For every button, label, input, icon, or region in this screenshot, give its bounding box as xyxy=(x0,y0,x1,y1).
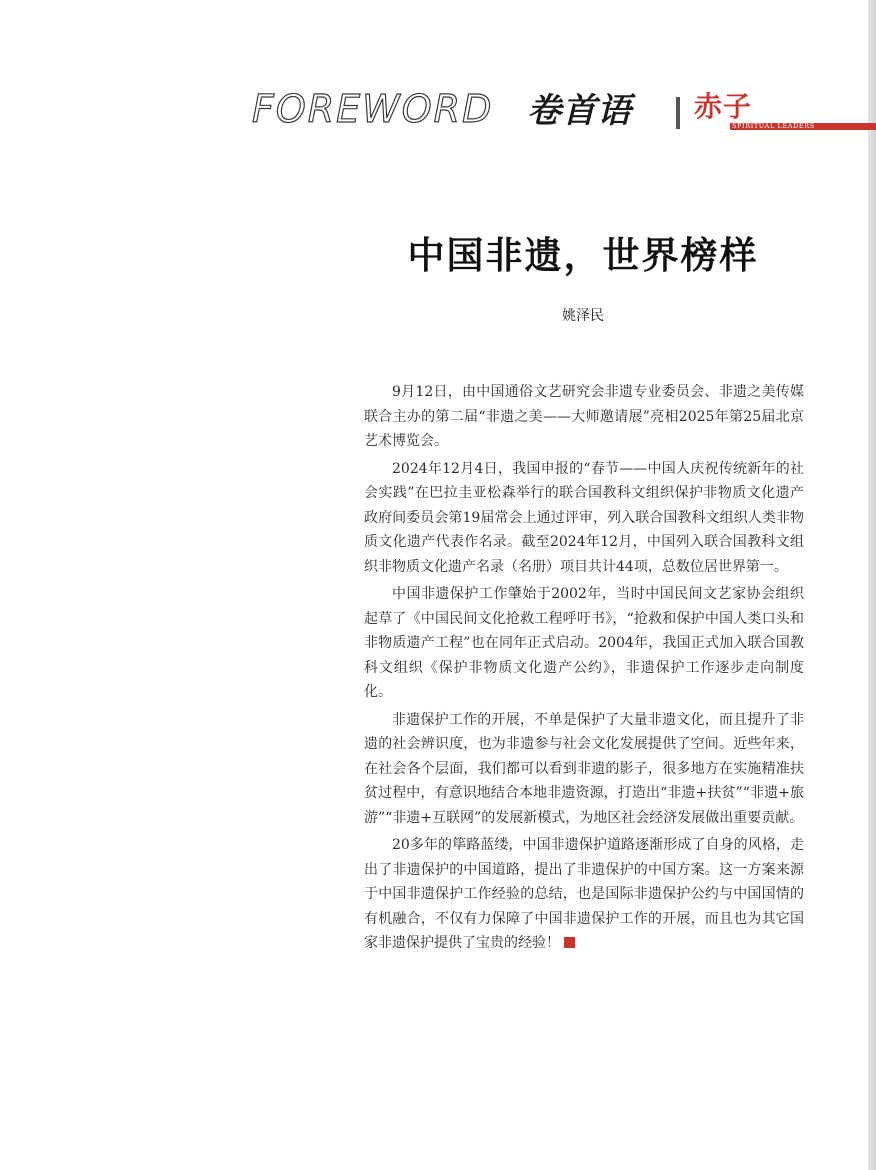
article-body xyxy=(364,380,804,959)
header-chinese-title: 卷首语 xyxy=(527,91,632,131)
logo-text: 赤子 xyxy=(694,90,753,123)
end-mark-icon xyxy=(564,937,575,948)
page-edge-shadow xyxy=(869,0,876,1170)
article-title: 中国非遗，世界榜样 xyxy=(407,234,759,277)
article-author: 姚泽民 xyxy=(562,308,604,324)
paragraph-2: 2024年12月4日，我国申报的“春节——中国人庆祝传统新年的社会实践”在巴拉圭亚松森举行的联合国教科文组织保护非物质文化遗产政府间委员会第19届常会上通过评审，列入联合国教科文组织人类非物质文化遗产代表作名录。截至2024年12月，中国列入联合国教科文组织非物质文化遗产名录（名册）项目共计44项，总数位居世界第一。 xyxy=(364,460,804,575)
paragraph-4: 非遗保护工作的开展，不单是保护了大量非遗文化，而且提升了非遗的社会辨识度，也为非遗参与社会文化发展提供了空间。近些年来，在社会各个层面，我们都可以看到非遗的影子，很多地方在实施精准扶贫过程中，有意识地结合本地非遗资源，打造出“非遗+扶贫”“非遗+旅游”“非遗+互联网”的发展新模式，为地区社会经济发展做出重要贡献。 xyxy=(364,711,804,826)
paragraph-1: 9月12日，由中国通俗文艺研究会非遗专业委员会、非遗之美传媒联合主办的第二届“非遗之美——大师邀请展”亮相2025年第25届北京艺术博览会。 xyxy=(364,384,804,449)
magazine-logo xyxy=(690,90,876,133)
header-english-title: FOREWORD xyxy=(252,87,494,131)
header-divider xyxy=(676,97,680,129)
logo-subtitle: SPIRITUAL LEADERS xyxy=(732,122,815,130)
paragraph-5-text: 20多年的筚路蓝缕，中国非遗保护道路逐渐形成了自身的风格，走出了非遗保护的中国道路，提出了非遗保护的中国方案。这一方案来源于中国非遗保护工作经验的总结，也是国际非遗保护公约与中国国情的有机融合，不仅有力保障了中国非遗保护工作的开展，而且也为其它国家非遗保护提供了宝贵的经验！ xyxy=(364,837,804,951)
paragraph-5 xyxy=(364,833,804,956)
paragraph-3: 中国非遗保护工作肇始于2002年，当时中国民间文艺家协会组织起草了《中国民间文化抢救工程呼吁书》，“抢救和保护中国人类口头和非物质遗产工程”也在同年正式启动。2004年，我国正式加入联合国教科文组织《保护非物质文化遗产公约》，非遗保护工作逐步走向制度化。 xyxy=(364,586,804,700)
